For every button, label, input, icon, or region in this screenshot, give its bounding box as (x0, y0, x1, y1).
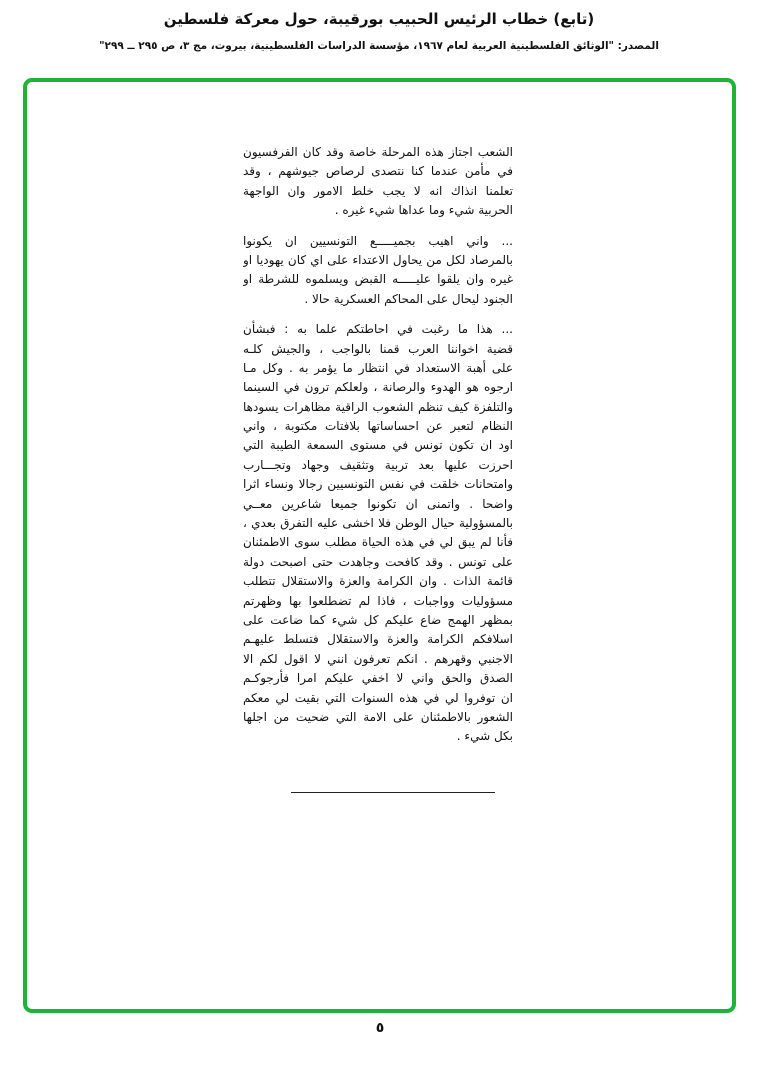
text-line: بكل شيء . (456, 729, 513, 744)
text-line: والتلفزة كيف تنظم الشعوب الراقية مظاهرات يسودها (243, 399, 513, 414)
text-line: ان توفروا لي في هذه السنوات التي بقيت لي معكم (243, 690, 513, 705)
text-line: قضية اخواننا العرب قمنا بالواجب ، والجيش كلـه (243, 341, 513, 356)
text-line: الشعور بالاطمئنان على الامة التي ضحيت من اجلها (243, 709, 513, 724)
text-line: الشعب اجتاز هذه المرحلة خاصة وقد كان الفرفسيون (243, 145, 513, 159)
text-line: غيره وان يلقوا عليـــــه القبض ويسلموه للشرطة او (243, 272, 513, 287)
speech-text-column (243, 143, 513, 758)
text-line: اود ان تكون تونس في مستوى السمعة الطيبة التي (243, 438, 513, 453)
text-line: فأنا لم يبق لي في هذه الحياة مطلب سوى الاطمئنان (243, 535, 513, 550)
text-line: الاجنبي وقهرهم . انكم تعرفون انني لا اقول لكم الا (243, 651, 513, 666)
text-line: مسؤوليات وواجبات ، فاذا لم تضطلعوا بها وظهرتم (243, 593, 513, 608)
text-line: الجنود ليحال على المحاكم العسكرية حالا . (304, 291, 513, 306)
end-divider (291, 792, 495, 793)
text-line: ... واني اهيب بجميـــــع التونسيين ان يكونوا (243, 233, 513, 248)
text-line: الحربية شيء وما عداها شيء غيره . (334, 203, 513, 218)
paragraph (243, 320, 513, 747)
text-line: تعلمنا انذاك انه لا يجب خلط الامور وان الواجهة (243, 183, 513, 198)
paragraph (243, 232, 513, 310)
text-line: على تونس . وقد كافحت وجاهدت حتى اصبحت دولة (243, 554, 513, 569)
text-line: واضحا . واتمنى ان تكونوا جميعا شاعرين معــي (243, 496, 513, 511)
text-line: بمظهر الهمج ضاع عليكم كل شيء كما ضاعت على (243, 612, 513, 627)
text-line: بالمسؤولية حيال الوطن فلا اخشى عليه التفرق بعدي ، (243, 516, 513, 531)
text-line: اسلافكم الكرامة والعزة والاستقلال فتسلط عليهـم (243, 632, 513, 647)
text-line: على أهبة الاستعداد في انتظار ما يؤمر به . وكل مـا (243, 360, 513, 375)
text-line: ارجوه هو الهدوء والرصانة ، ولعلكم ترون في السينما (243, 380, 513, 395)
page-number: ٥ (375, 1020, 385, 1036)
text-line: بالمرصاد لكل من يحاول الاعتداء على اي كان يهوديا او (243, 252, 513, 267)
text-line: وامتحانات خلقت في نفس التونسيين رجالا ونساء اثرا (243, 477, 513, 492)
text-line: الصدق والحق واني لا اخفي عليكم امرا فأرجوكـم (243, 671, 513, 686)
document-title: (تابع) خطاب الرئيس الحبيب بورقيبة، حول معركة فلسطين (163, 10, 595, 28)
paragraph (243, 143, 513, 221)
text-line: قائمة الذات . وان الكرامة والعزة والاستقلال تتطلب (243, 574, 513, 589)
text-line: في مأمن عندما كنا نتصدى لرصاص جيوشهم ، وقد (243, 164, 513, 179)
text-line: ... هذا ما رغبت في احاطتكم علما به : فبشأن (243, 322, 513, 337)
text-line: احرزت عليها بعد تربية وتثقيف وجهاد وتجـــارب (243, 457, 513, 472)
source-citation: المصدر: "الوثائق الفلسطينية العربية لعام ١٩٦٧، مؤسسة الدراسات الفلسطينية، بيروت، مج ٣، ص ٢٩٥ ــ ٢٩٩" (99, 40, 659, 52)
text-line: النظام لتعبر عن احساساتها بلافتات مكتوبة ، واني (243, 419, 513, 434)
